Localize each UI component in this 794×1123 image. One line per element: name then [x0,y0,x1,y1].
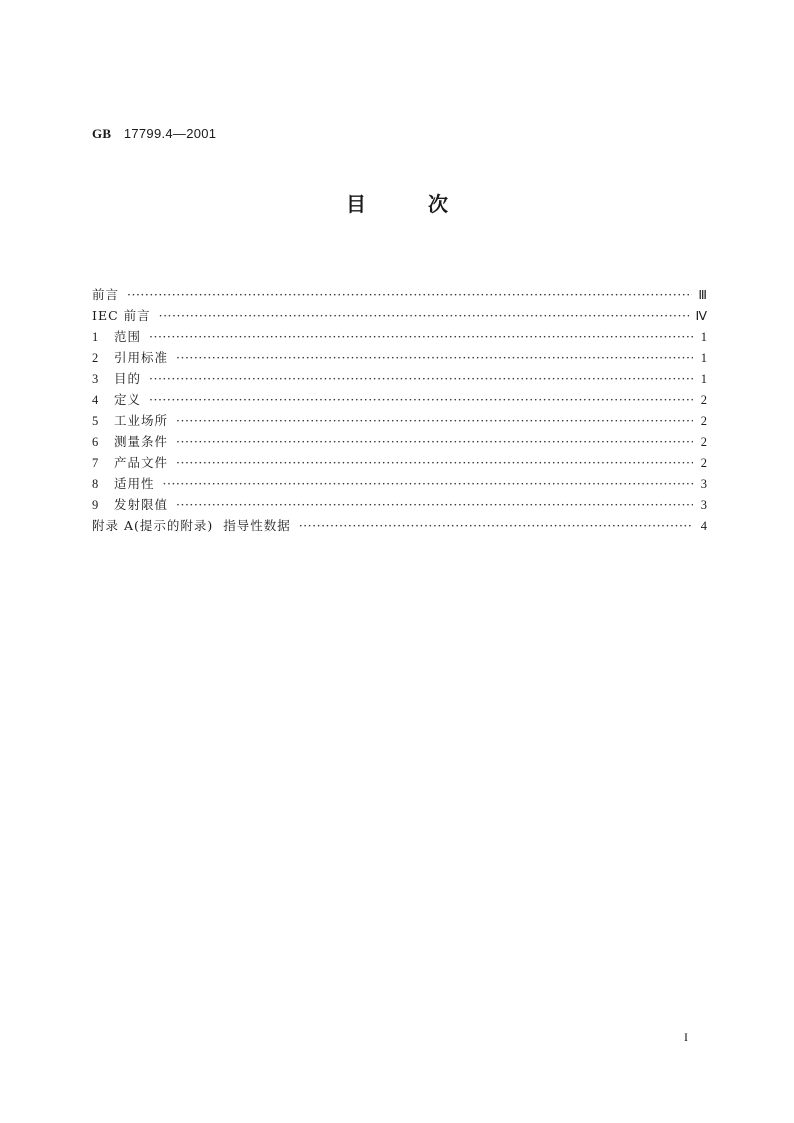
toc-page-number: Ⅲ [698,288,707,302]
standard-prefix: GB [92,126,112,141]
toc-label: 范围 [114,329,142,344]
toc-row[interactable] [92,452,707,473]
toc-row[interactable] [92,326,707,347]
toc-label: 发射限值 [114,497,169,512]
page-title: 目次 [346,192,510,216]
toc-row[interactable] [92,473,707,494]
toc-leader-dots [176,452,693,473]
toc-label: IEC 前言 [92,308,151,323]
toc-page-number: 3 [700,477,707,491]
toc-leader-dots [176,431,693,452]
toc-label: 适用性 [114,476,155,491]
toc-row[interactable] [92,410,707,431]
toc-label: 目的 [114,371,142,386]
toc-row[interactable] [92,494,707,515]
toc-row[interactable] [92,305,707,326]
toc-row[interactable] [92,431,707,452]
toc-leader-dots [127,284,692,305]
toc-row[interactable] [92,284,707,305]
toc-row[interactable] [92,515,707,536]
toc-leader-dots [149,389,693,410]
toc-page-number: 4 [700,519,707,533]
toc-number: 5 [92,414,99,428]
toc-row[interactable] [92,347,707,368]
toc-label: 测量条件 [114,434,169,449]
toc-leader-dots [176,347,693,368]
document-header [92,126,216,142]
toc-page-number: 2 [700,456,707,470]
toc-page-number: 3 [700,498,707,512]
page-number: I [684,1030,688,1044]
toc-leader-dots [299,515,693,536]
toc-leader-dots [176,494,693,515]
toc-label: 前言 [92,287,120,302]
toc-number: 8 [92,477,99,491]
toc-label: 工业场所 [114,413,169,428]
toc-leader-dots [149,368,693,389]
toc-row[interactable] [92,389,707,410]
toc-number: 9 [92,498,99,512]
toc-label: 定义 [114,392,142,407]
toc-leader-dots [176,410,693,431]
standard-number: 17799.4—2001 [123,126,217,141]
toc-page-number: Ⅳ [695,309,707,323]
toc-number: 4 [92,393,99,407]
toc-page-number: 2 [700,414,707,428]
table-of-contents [92,284,707,536]
toc-label: 产品文件 [114,455,169,470]
toc-row[interactable] [92,368,707,389]
toc-leader-dots [159,305,690,326]
toc-page-number: 2 [700,393,707,407]
toc-number: 3 [92,372,99,386]
toc-leader-dots [149,326,693,347]
toc-leader-dots [163,473,693,494]
toc-page-number: 1 [700,372,707,386]
toc-page-number: 1 [700,330,707,344]
toc-page-number: 1 [700,351,707,365]
toc-label: 引用标准 [114,350,169,365]
toc-number: 1 [92,330,99,344]
toc-label: 附录 A(提示的附录) 指导性数据 [92,518,291,533]
toc-number: 2 [92,351,99,365]
toc-number: 7 [92,456,99,470]
toc-page-number: 2 [700,435,707,449]
toc-number: 6 [92,435,99,449]
